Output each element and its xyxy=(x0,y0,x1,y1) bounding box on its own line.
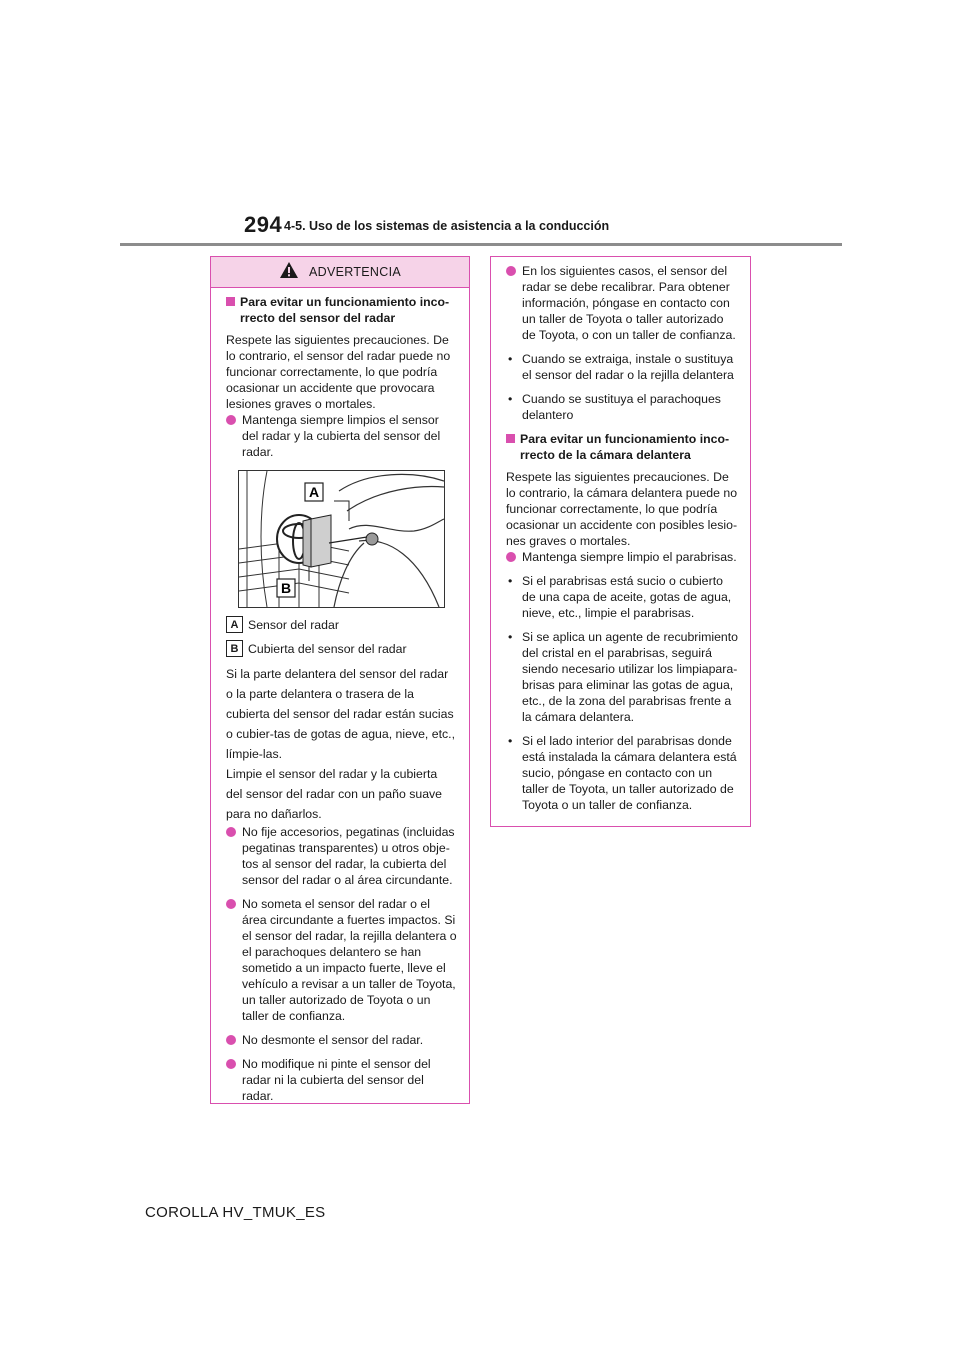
sub-list-item: • Cuando se extraiga, instale o sustituya el sensor del radar o la rejilla delantera xyxy=(508,352,734,382)
legend-item-b xyxy=(226,640,457,657)
warning-triangle-icon xyxy=(279,261,299,284)
callout-label-a: A xyxy=(308,484,320,500)
sub-list-item: • Si el lado interior del parabrisas donde está instalada la cámara delantera está sucio, póngase en contacto con un taller de Toyota, un taller autorizado de Toyota o un taller de confianza. xyxy=(508,734,737,812)
square-bullet-icon xyxy=(506,434,515,443)
list-item: Mantenga siempre limpio el parabrisas. xyxy=(506,549,738,565)
warning-content-continued xyxy=(491,257,750,813)
legend-item-a xyxy=(226,616,457,633)
small-bullet-icon: • xyxy=(508,352,513,366)
callout-label-b: B xyxy=(280,580,292,596)
square-bullet-icon xyxy=(226,297,235,306)
sub-list-item: • Si el parabrisas está sucio o cubierto de una capa de aceite, gotas de agua, nieve, etc., limpie el parabrisas. xyxy=(508,574,732,620)
list-item: No fije accesorios, pegatinas (incluidas pegatinas transparentes) u otros obje-tos al sensor del radar, la cubierta del sensor del radar o al área circundante. xyxy=(226,824,457,888)
list-item: Mantenga siempre limpios el sensor del radar y la cubierta del sensor del radar. xyxy=(226,412,457,460)
paragraph-clean-sensor: Limpie el sensor del radar y la cubierta del sensor del radar con un paño suave para no dañarlos. xyxy=(226,767,443,821)
small-bullet-icon: • xyxy=(508,734,513,748)
page-number: 294 xyxy=(244,212,283,237)
sub-list-item: • Cuando se sustituya el parachoques delantero xyxy=(508,392,721,422)
warning-heading-radar: Para evitar un funcionamiento inco-rrecto del sensor del radar xyxy=(226,294,457,326)
sub-list-item: • Si se aplica un agente de recubrimiento del cristal en el parabrisas, seguirá siendo necesario utilizar los limpiapara-brisas para eliminar las gotas de agua, etc., de la zona del parabrisas frente a la cámara delantera. xyxy=(508,630,739,724)
round-bullet-icon xyxy=(506,266,516,276)
warning-content xyxy=(211,288,469,1104)
warning-intro-radar: Respete las siguientes precauciones. De lo contrario, el sensor del radar puede no funcionar correctamente, lo que podría ocasionar un accidente que provocara lesiones graves o mortales. xyxy=(226,333,451,411)
legend-text-b: Cubierta del sensor del radar xyxy=(248,641,407,656)
round-bullet-icon xyxy=(226,415,236,425)
warning-heading-camera: Para evitar un funcionamiento inco-rrecto de la cámara delantera xyxy=(506,431,738,463)
warning-intro-camera: Respete las siguientes precauciones. De lo contrario, la cámara delantera puede no funcionar correctamente, lo que podría ocasionar un accidente con posibles lesio-nes graves o mortales. xyxy=(506,470,738,548)
small-bullet-icon: • xyxy=(508,574,513,588)
footer-model-code: COROLLA HV_TMUK_ES xyxy=(145,1204,326,1221)
list-item: No desmonte el sensor del radar. xyxy=(226,1032,457,1048)
round-bullet-icon xyxy=(226,1059,236,1069)
round-bullet-icon xyxy=(226,1035,236,1045)
legend-tag-b: B xyxy=(226,640,243,657)
legend-text-a: Sensor del radar xyxy=(248,617,339,632)
header-rule xyxy=(120,243,842,246)
list-item: No someta el sensor del radar o el área circundante a fuertes impactos. Si el sensor del radar, la rejilla delantera o el parachoques delantero se han sometido a un impacto fuerte, lleve el vehículo a revisar a un taller de Toyota, un taller autorizado de Toyota o un taller de confianza. xyxy=(226,896,457,1024)
paragraph-dirty-sensor: Si la parte delantera del sensor del radar o la parte delantera o trasera de la cubierta del sensor del radar están sucias o cubier-tas de gotas de agua, nieve, etc., límpie-las. xyxy=(226,667,456,761)
warning-header xyxy=(211,257,469,288)
list-item: No modifique ni pinte el sensor del radar ni la cubierta del sensor del radar. xyxy=(226,1056,457,1104)
round-bullet-icon xyxy=(226,899,236,909)
small-bullet-icon: • xyxy=(508,630,513,644)
warning-box xyxy=(210,256,470,1104)
section-title: 4-5. Uso de los sistemas de asistencia a la conducción xyxy=(284,219,610,233)
round-bullet-icon xyxy=(506,552,516,562)
radar-sensor-illustration xyxy=(238,470,445,608)
warning-title: ADVERTENCIA xyxy=(309,265,401,279)
small-bullet-icon: • xyxy=(508,392,513,406)
legend-tag-a: A xyxy=(226,616,243,633)
round-bullet-icon xyxy=(226,827,236,837)
list-item: En los siguientes casos, el sensor del radar se debe recalibrar. Para obtener información, póngase en contacto con un taller de Toyota o taller autorizado de Toyota, o con un taller de confianza. xyxy=(506,263,738,343)
warning-box-continued xyxy=(490,256,751,827)
